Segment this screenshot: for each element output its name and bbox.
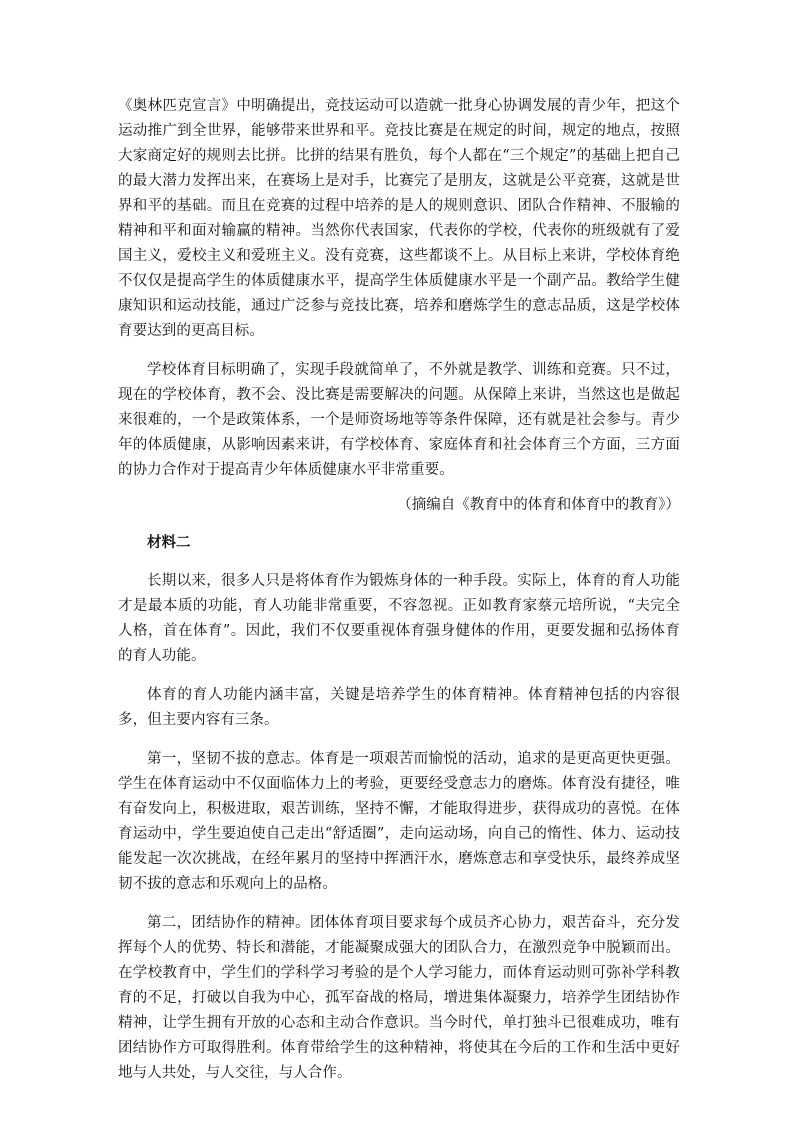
paragraph-sports-spirit: 体育的育人功能内涵丰富，关键是培养学生的体育精神。体育精神包括的内容很多，但主要内容有三条。 xyxy=(118,687,680,728)
document-page xyxy=(118,94,680,1086)
section-heading-material-two: 材料二 xyxy=(147,534,191,551)
paragraph-educational-function: 长期以来，很多人只是将体育作为锻炼身体的一种手段。实际上，体育的育人功能才是最本质的功能，育人功能非常重要，不容忽视。正如教育家蔡元培所说，“夫完全人格，首在体育”。因此，我们不仅要重视体育强身健体的作用，更要发掘和弘扬体育的育人功能。 xyxy=(118,573,680,664)
paragraph-teamwork: 第二，团结协作的精神。团体体育项目要求每个成员齐心协力，艰苦奋斗，充分发挥每个人的优势、特长和潜能，才能凝聚成强大的团队合力，在激烈竞争中脱颖而出。在学校教育中，学生们的学科学习考验的是个人学习能力，而体育运动则可弥补学科教育的不足，打破以自我为中心，孤军奋战的格局，增进集体凝聚力，培养学生团结协作精神，让学生拥有开放的心态和主动合作意识。当今时代，单打独斗已很难成功，唯有团结协作方可取得胜利。体育带给学生的这种精神，将使其在今后的工作和生活中更好地与人共处，与人交往，与人合作。 xyxy=(118,915,680,1081)
source-citation: （摘编自《教育中的体育和体育中的教育》） xyxy=(397,497,680,513)
paragraph-perseverance: 第一，坚韧不拔的意志。体育是一项艰苦而愉悦的活动，追求的是更高更快更强。学生在体育运动中不仅面临体力上的考验，更要经受意志力的磨炼。体育没有捷径，唯有奋发向上，积极进取，艰苦训练，坚持不懈，才能取得进步，获得成功的喜悦。在体育运动中，学生要迫使自己走出“舒适圈”，走向运动场，向自己的惰性、体力、运动技能发起一次次挑战，在经年累月的坚持中挥洒汗水，磨炼意志和享受快乐，最终养成坚韧不拔的意志和乐观向上的品格。 xyxy=(118,751,680,892)
paragraph-olympic-declaration: 《奥林匹克宣言》中明确提出，竞技运动可以造就一批身心协调发展的青少年，把这个运动推广到全世界，能够带来世界和平。竞技比赛是在规定的时间，规定的地点，按照大家商定好的规则去比拼。比拼的结果有胜负，每个人都在“三个规定”的基础上把自己的最大潜力发挥出来，在赛场上是对手，比赛完了是朋友，这就是公平竞赛，这就是世界和平的基础。而且在竞赛的过程中培养的是人的规则意识、团队合作精神、不服输的精神和平和面对输赢的精神。当然你代表国家，代表你的学校，代表你的班级就有了爱国主义，爱校主义和爱班主义。没有竞赛，这些都谈不上。从目标上来讲，学校体育绝不仅仅是提高学生的体质健康水平，提高学生体质健康水平是一个副产品。教给学生健康知识和运动技能，通过广泛参与竞技比赛，培养和磨炼学生的意志品质，这是学校体育要达到的更高目标。 xyxy=(118,98,680,339)
paragraph-school-sports-goals: 学校体育目标明确了，实现手段就简单了，不外就是教学、训练和竞赛。只不过，现在的学校体育，教不会、没比赛是需要解决的问题。从保障上来讲，当然这也是做起来很难的，一个是政策体系，一个是师资场地等等条件保障，还有就是社会参与。青少年的体质健康，从影响因素来讲，有学校体育、家庭体育和社会体育三个方面，三方面的协力合作对于提高青少年体质健康水平非常重要。 xyxy=(118,362,680,478)
